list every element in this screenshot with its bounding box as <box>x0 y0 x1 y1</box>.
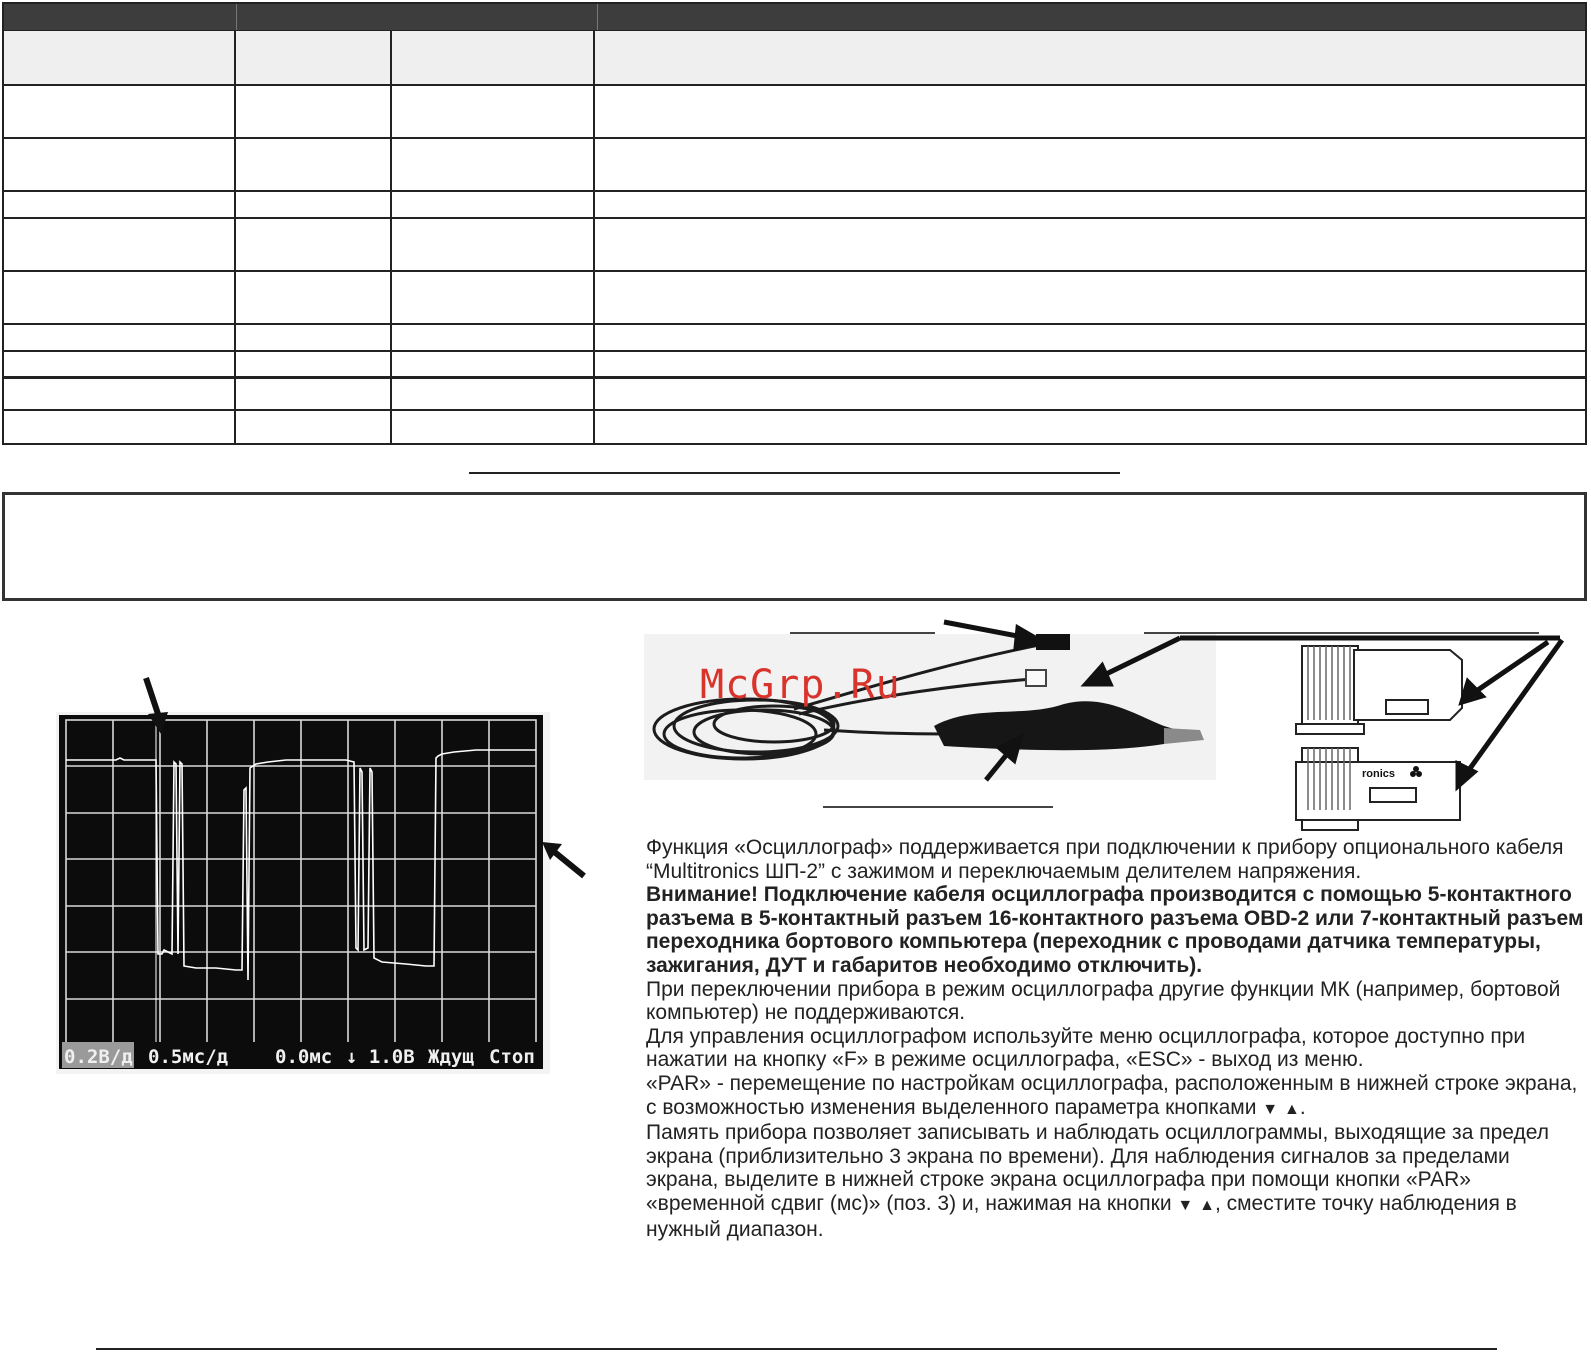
table-row-divider <box>4 84 1585 86</box>
caption-line <box>790 632 935 634</box>
trigger-mode: Ждущ <box>428 1046 474 1068</box>
table-row-divider <box>4 137 1585 139</box>
trigger-level: ↓ 1.0В <box>346 1046 415 1068</box>
arrow-down-icon: ▼ <box>1177 1196 1194 1214</box>
table-col-divider <box>593 30 595 443</box>
volts-per-div: 0.2В/д <box>64 1046 133 1068</box>
table-header-band <box>4 4 1585 30</box>
arrow-up-icon: ▲ <box>1199 1196 1215 1214</box>
run-state: Стоп <box>489 1046 535 1068</box>
arrow-down-icon: ▼ <box>1262 1100 1279 1118</box>
mode-paragraph: При переключении прибора в режим осциллографа другие функции МК (например, бортовой компьютер) не поддерживаются. <box>646 977 1561 1025</box>
text-block <box>646 836 1586 1241</box>
oscilloscope-screen <box>56 712 550 1074</box>
footer-line <box>96 1348 1497 1350</box>
table-col-divider <box>234 30 236 443</box>
memory-paragraph: Память прибора позволяет записывать и наблюдать осциллограммы, выходящие за предел экрана (приблизительно 3 экрана по времени). Для наблюдения сигналов за пределами экрана, выделите в нижней строке экрана осциллографа при помощи кнопки «PAR» «временной сдвиг (мс)» (поз. 3) и, нажимая на кнопки ▼ ▲, сместите точку наблюдения в нужный диапазон. <box>646 1121 1549 1241</box>
oscilloscope-status-bar <box>59 1041 546 1071</box>
menu-paragraph: Для управления осциллографом используйте меню осциллографа, которое доступно при нажатии на кнопку «F» в режиме осциллографа, «ESC» - выход из меню. <box>646 1024 1526 1072</box>
pointer-arrow-icon <box>128 676 178 736</box>
caption-line <box>1144 632 1539 634</box>
time-shift: 0.0мс <box>275 1046 333 1068</box>
table-row-divider <box>4 376 1585 379</box>
table-column-header-row <box>4 30 1585 84</box>
connector-drawings <box>1290 640 1490 840</box>
table-col-divider <box>390 30 392 443</box>
table-row-divider <box>4 270 1585 272</box>
section-separator-line <box>469 472 1120 474</box>
connector-brand-label: ronics <box>1362 768 1396 780</box>
table-row-divider <box>4 190 1585 192</box>
warning-paragraph: Внимание! Подключение кабеля осциллографа производится с помощью 5-контактного разъема в 5-контактный разъем 16-контактного разъема OBD-2 или 7-контактный разъем переходника бортового компьютера (переходник с проводами датчика температуры, зажигания, ДУТ и габаритов необходимо отключить). <box>646 883 1584 977</box>
time-per-div: 0.5мс/д <box>148 1046 229 1068</box>
table-row-divider <box>4 217 1585 219</box>
pointer-arrow-icon <box>540 840 590 880</box>
table-row-divider <box>4 323 1585 325</box>
par-paragraph: «PAR» - перемещение по настройкам осциллографа, расположенным в нижней строке экрана, с возможностью изменения выделенного параметра кнопками ▼ ▲. <box>646 1071 1578 1119</box>
caption-line <box>823 806 1053 808</box>
intro-paragraph: Функция «Осциллограф» поддерживается при подключении к прибору опционального кабеля “Multitronics ШП-2” с зажимом и переключаемым делителем напряжения. <box>646 836 1564 883</box>
table-row-divider <box>4 350 1585 352</box>
watermark: McGrp.Ru <box>700 662 901 708</box>
boxed-frame <box>2 492 1587 601</box>
arrow-up-icon: ▲ <box>1283 1100 1300 1118</box>
table-row-divider <box>4 409 1585 411</box>
spec-table <box>2 2 1587 445</box>
